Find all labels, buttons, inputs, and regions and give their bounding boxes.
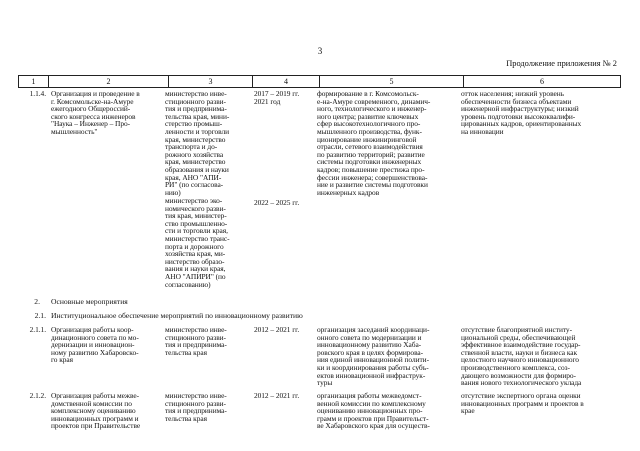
row-1-1-4-number: 1.1.4.: [29, 89, 46, 98]
row-1-1-4-period-a: 2017 – 2019 гг. 2021 год: [254, 89, 300, 106]
row-2-1-1-executors: министерство инве- стиционного разви- тия и предпринима- тельства края: [165, 325, 227, 357]
section-2-title: Основные мероприятия: [51, 297, 128, 306]
header-col-4: 4: [253, 76, 320, 88]
row-2-1-2-result: организация работы межведомст- венной комиссии по комплексному оцениванию инновационных про- грамм и проектов при Правительст- ве Хабаровского края для осуществ-: [317, 391, 430, 431]
row-2-1-1-risk: отсутствие благоприятной институ- циональной среды, обеспечивающей эффективное взаимодействие государ- ственной власти, науки и бизнеса как целостного научного инновационного производственного комплекса, соз- дающего возможности для формиро- вания нового технологического уклада: [461, 325, 582, 388]
continuation-label: Продолжение приложения № 2: [506, 59, 617, 68]
section-2-1-title: Институциональное обеспечение мероприятий по инновационному развитию: [51, 311, 303, 320]
row-2-1-1-number: 2.1.1.: [29, 325, 46, 334]
row-2-1-1-period: 2012 – 2021 гг.: [254, 325, 300, 334]
row-1-1-4-activity: Организация и проведение в г. Комсомольске-на-Амуре ежегодного Общероссий- ского конгресса инженеров "Наука – Инженер – Про- мышленность": [51, 89, 140, 136]
row-1-1-4-risk: отток населения; низкий уровень обеспеченности бизнеса объектами инженерной инфраструктуры; низкий уровень подготовки высококвалифи- цированных кадров, ориентированных на инновации: [461, 89, 582, 136]
row-2-1-1-activity: Организация работы коор- динационного совета по мо- дернизации и инновацион- ному развитию Хабаровско- го края: [51, 325, 139, 365]
row-2-1-2-risk: отсутствие экспертного органа оценки инновационных программ и проектов в крае: [461, 391, 584, 416]
header-col-2: 2: [49, 76, 169, 88]
header-col-3: 3: [169, 76, 253, 88]
header-col-6: 6: [464, 76, 621, 88]
section-2-number: 2.: [34, 297, 40, 306]
row-2-1-2-period: 2012 – 2021 гг.: [254, 391, 300, 400]
row-2-1-2-executors: министерство инве- стиционного разви- тия и предпринима- тельства края: [165, 391, 227, 423]
row-1-1-4-result: формирование в г. Комсомольск- е-на-Амуре современного, динамич- ного, технологического и инженер- ного центра; развитие ключевых сфер высокотехнологичного про- мышленного производства, функ- ционирование инжиниринговой отрасли, сетевого взаимодействия по развитию территорий; развитие системы подготовки инженерных кадров; повышение престижа про- фессии инженера; совершенствова- ние и развитие системы подготовки инженерных кадров: [317, 89, 431, 197]
header-col-5: 5: [320, 76, 464, 88]
row-2-1-2-activity: Организация работы межве- домственной комиссии по комплексному оцениванию инновационных программ и проектов при Правительстве: [51, 391, 141, 431]
row-1-1-4-executors-b: министерство эко- номического разви- тия края, министер- ство промышленно- сти и торговли края, министерство транс- порта и дорожного хозяйства края, ми- нистерство образо- вания и науки края, АНО "АПИРИ" (по согласованию): [165, 196, 230, 289]
table-header: [18, 75, 621, 88]
header-col-1: 1: [19, 76, 49, 88]
header-row: [19, 76, 621, 88]
row-2-1-2-number: 2.1.2.: [29, 391, 46, 400]
row-2-1-1-result: организация заседаний координаци- онного совета по модернизации и инновационному развитию Хаба- ровского края в целях формирова- ния единой инновационной полити- ки и координирования работы субъ- ектов инновационной инфраструк- туры: [317, 325, 430, 388]
row-1-1-4-period-b: 2022 – 2025 гг.: [254, 198, 300, 207]
row-1-1-4-executors-a: министерство инве- стиционного разви- тия и предпринима- тельства края, мини- стерство промыш- ленности и торговли края, министерство транспорта и до- рожного хозяйства края, министерство образования и науки края, АНО "АПИ- РИ" (по согласова- нию): [165, 89, 230, 197]
page-number: 3: [317, 46, 323, 56]
section-2-1-number: 2.1.: [34, 311, 46, 320]
